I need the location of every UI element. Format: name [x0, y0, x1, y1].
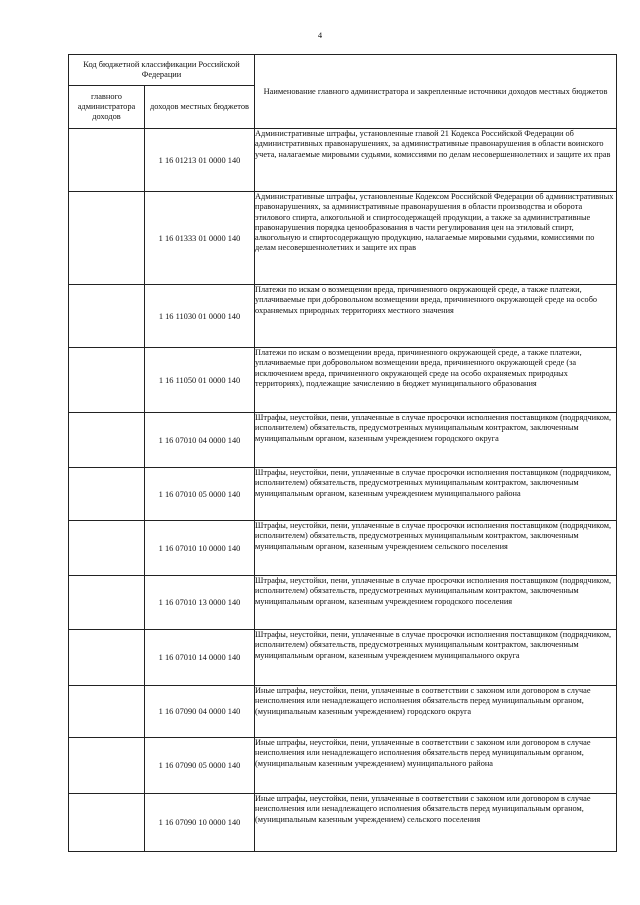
table-row — [69, 348, 617, 413]
income-code-cell: 1 16 07090 05 0000 140 — [145, 738, 255, 794]
description-cell: Платежи по искам о возмещении вреда, причиненного окружающей среде, а также платежи, уплачиваемые при добровольном возмещении вреда, причиненного окружающей среде (за исключением вреда, причиненного окружающей среде на особо охраняемых природных территориях), подлежащие зачислению в бюджет муниципального образования — [255, 348, 617, 413]
table-header-row — [69, 55, 617, 86]
table-row — [69, 630, 617, 686]
description-cell: Иные штрафы, неустойки, пени, уплаченные в соответствии с законом или договором в случае неисполнения или ненадлежащего исполнения обязательств перед муниципальным органом, (муниципальным казенным учреждением) городского округа — [255, 686, 617, 738]
table-row — [69, 285, 617, 348]
description-cell: Штрафы, неустойки, пени, уплаченные в случае просрочки исполнения поставщиком (подрядчиком, исполнителем) обязательств, предусмотренных муниципальным контрактом, заключенным муниципальным органом, казенным учреждением сельского поселения — [255, 521, 617, 576]
name-column-header: Наименование главного администратора и закрепленные источники доходов местных бюджетов — [255, 55, 617, 129]
kbk-group-header: Код бюджетной классификации Российской Федерации — [69, 55, 255, 86]
admin-code-cell — [69, 285, 145, 348]
income-code-cell: 1 16 07010 04 0000 140 — [145, 413, 255, 468]
admin-code-cell — [69, 521, 145, 576]
table-row — [69, 129, 617, 192]
income-code-cell: 1 16 11030 01 0000 140 — [145, 285, 255, 348]
income-code-cell: 1 16 11050 01 0000 140 — [145, 348, 255, 413]
admin-code-cell — [69, 794, 145, 852]
table-row — [69, 413, 617, 468]
income-code-cell: 1 16 07010 05 0000 140 — [145, 468, 255, 521]
income-code-cell: 1 16 07090 10 0000 140 — [145, 794, 255, 852]
admin-code-cell — [69, 129, 145, 192]
admin-code-cell — [69, 468, 145, 521]
admin-code-cell — [69, 348, 145, 413]
table-row — [69, 794, 617, 852]
budget-classification-table — [68, 54, 617, 852]
description-cell: Иные штрафы, неустойки, пени, уплаченные в соответствии с законом или договором в случае неисполнения или ненадлежащего исполнения обязательств перед муниципальным органом, (муниципальным казенным учреждением) муниципального района — [255, 738, 617, 794]
table-row — [69, 521, 617, 576]
description-cell: Штрафы, неустойки, пени, уплаченные в случае просрочки исполнения поставщиком (подрядчиком, исполнителем) обязательств, предусмотренных муниципальным контрактом, заключенным муниципальным органом, казенным учреждением городского округа — [255, 413, 617, 468]
table-row — [69, 686, 617, 738]
description-cell: Административные штрафы, установленные Кодексом Российской Федерации об административных правонарушениях, за административные правонарушения в области производства и оборота этилового спирта, алкогольной и спиртосодержащей продукции, а также за административные правонарушения порядка ценообразования в части регулирования цен на этиловый спирт, алкогольную и спиртосодержащую продукцию, налагаемые мировыми судьями, комиссиями по делам несовершеннолетних и защите их прав — [255, 192, 617, 285]
description-cell: Административные штрафы, установленные главой 21 Кодекса Российской Федерации об административных правонарушениях, за административные правонарушения в области воинского учета, налагаемые мировыми судьями, комиссиями по делам несовершеннолетних и защите их прав — [255, 129, 617, 192]
income-code-cell: 1 16 07010 14 0000 140 — [145, 630, 255, 686]
income-code-cell: 1 16 07010 13 0000 140 — [145, 576, 255, 630]
admin-code-cell — [69, 630, 145, 686]
table-row — [69, 576, 617, 630]
admin-code-cell — [69, 413, 145, 468]
description-cell: Платежи по искам о возмещении вреда, причиненного окружающей среде, а также платежи, уплачиваемые при добровольном возмещении вреда, причиненного окружающей среде на особо охраняемых природных территориях местного значения — [255, 285, 617, 348]
admin-code-cell — [69, 576, 145, 630]
admin-code-cell — [69, 192, 145, 285]
admin-column-header: главного администратора доходов — [69, 86, 145, 129]
admin-code-cell — [69, 738, 145, 794]
income-column-header: доходов местных бюджетов — [145, 86, 255, 129]
income-code-cell: 1 16 07010 10 0000 140 — [145, 521, 255, 576]
description-cell: Штрафы, неустойки, пени, уплаченные в случае просрочки исполнения поставщиком (подрядчиком, исполнителем) обязательств, предусмотренных муниципальным контрактом, заключенным муниципальным органом, казенным учреждением муниципального округа — [255, 630, 617, 686]
income-code-cell: 1 16 01213 01 0000 140 — [145, 129, 255, 192]
income-code-cell: 1 16 07090 04 0000 140 — [145, 686, 255, 738]
admin-code-cell — [69, 686, 145, 738]
description-cell: Штрафы, неустойки, пени, уплаченные в случае просрочки исполнения поставщиком (подрядчиком, исполнителем) обязательств, предусмотренных муниципальным контрактом, заключенным муниципальным органом, казенным учреждением муниципального района — [255, 468, 617, 521]
income-code-cell: 1 16 01333 01 0000 140 — [145, 192, 255, 285]
table-row — [69, 468, 617, 521]
page-number: 4 — [317, 30, 323, 40]
description-cell: Иные штрафы, неустойки, пени, уплаченные в соответствии с законом или договором в случае неисполнения или ненадлежащего исполнения обязательств перед муниципальным органом, (муниципальным казенным учреждением) сельского поселения — [255, 794, 617, 852]
table-row — [69, 738, 617, 794]
description-cell: Штрафы, неустойки, пени, уплаченные в случае просрочки исполнения поставщиком (подрядчиком, исполнителем) обязательств, предусмотренных муниципальным контрактом, заключенным муниципальным органом, казенным учреждением городского поселения — [255, 576, 617, 630]
table-row — [69, 192, 617, 285]
